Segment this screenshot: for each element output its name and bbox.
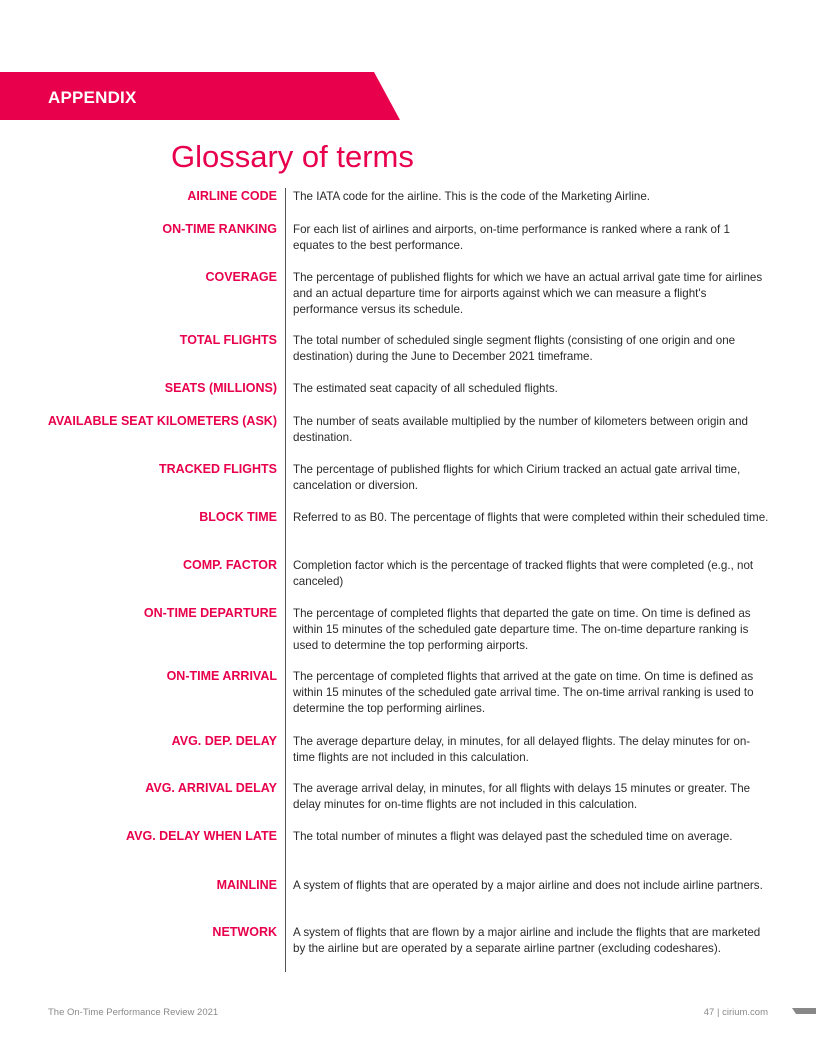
glossary-definition: For each list of airlines and airports, on-time performance is ranked where a rank of 1 equates to the best performance. [293, 223, 730, 252]
glossary-definition: A system of flights that are flown by a major airline and include the flights that are marketed by the airline but are operated by a separate airline partner (excluding codeshares). [293, 926, 761, 955]
glossary-term: AVAILABLE SEAT KILOMETERS (ASK) [47, 414, 277, 428]
glossary-definition: The total number of scheduled single segment flights (consisting of one origin and one destination) during the June to December 2021 timeframe. [293, 334, 736, 363]
glossary-term: AVG. DELAY WHEN LATE [126, 829, 277, 843]
page-title: Glossary of terms [171, 139, 414, 174]
glossary-term: AVG. DEP. DELAY [171, 734, 277, 748]
glossary-definition: Referred to as B0. The percentage of flights that were completed within their scheduled time. [293, 511, 769, 524]
footer-publication: The On-Time Performance Review 2021 [48, 1007, 219, 1018]
glossary-divider [285, 188, 286, 972]
glossary-definition: The average arrival delay, in minutes, for all flights with delays 15 minutes or greater. The delay minutes for on-time flights are not included in this calculation. [293, 782, 751, 811]
glossary-term: NETWORK [212, 925, 277, 939]
glossary-definition: The percentage of completed flights that departed the gate on time. On time is defined as within 15 minutes of the scheduled gate departure time. The on-time departure ranking is used to determine the top performing airports. [293, 607, 751, 652]
glossary-definition: The number of seats available multiplied by the number of kilometers between origin and destination. [293, 415, 748, 444]
glossary-term: ON-TIME RANKING [162, 222, 277, 236]
footer-tab-marker [792, 1008, 816, 1014]
glossary-definition: The total number of minutes a flight was delayed past the scheduled time on average. [293, 830, 733, 843]
glossary-term: TOTAL FLIGHTS [179, 333, 277, 347]
glossary-definition: A system of flights that are operated by a major airline and does not include airline partners. [293, 879, 763, 892]
glossary-term: AVG. ARRIVAL DELAY [145, 781, 277, 795]
glossary-term: AIRLINE CODE [187, 189, 277, 203]
glossary-term: MAINLINE [216, 878, 277, 892]
section-label: APPENDIX [48, 88, 137, 107]
glossary-definition: The percentage of published flights for which Cirium tracked an actual gate arrival time, cancelation or diversion. [293, 463, 741, 492]
glossary-definition: The percentage of completed flights that arrived at the gate on time. On time is defined as within 15 minutes of the scheduled gate arrival time. The on-time arrival ranking is used to determine the top performing airlines. [293, 670, 754, 715]
glossary-term: ON-TIME DEPARTURE [143, 606, 277, 620]
footer-page-number: 47 | cirium.com [703, 1007, 768, 1018]
glossary-term: TRACKED FLIGHTS [158, 462, 277, 476]
glossary-term: SEATS (MILLIONS) [164, 381, 277, 395]
glossary-definition: Completion factor which is the percentage of tracked flights that were completed (e.g., not canceled) [293, 559, 754, 588]
glossary-definition: The average departure delay, in minutes, for all delayed flights. The delay minutes for on-time flights are not included in this calculation. [293, 735, 751, 764]
glossary-term: COVERAGE [205, 270, 277, 284]
glossary-term: ON-TIME ARRIVAL [166, 669, 277, 683]
glossary-definition: The IATA code for the airline. This is the code of the Marketing Airline. [293, 190, 651, 203]
glossary-term: COMP. FACTOR [183, 558, 277, 572]
glossary-definition: The percentage of published flights for which we have an actual arrival gate time for airlines and an actual departure time for airports against which we can measure a flight's performance versus its schedule. [293, 271, 763, 316]
glossary-definition: The estimated seat capacity of all scheduled flights. [293, 382, 558, 395]
glossary-term: BLOCK TIME [199, 510, 277, 524]
